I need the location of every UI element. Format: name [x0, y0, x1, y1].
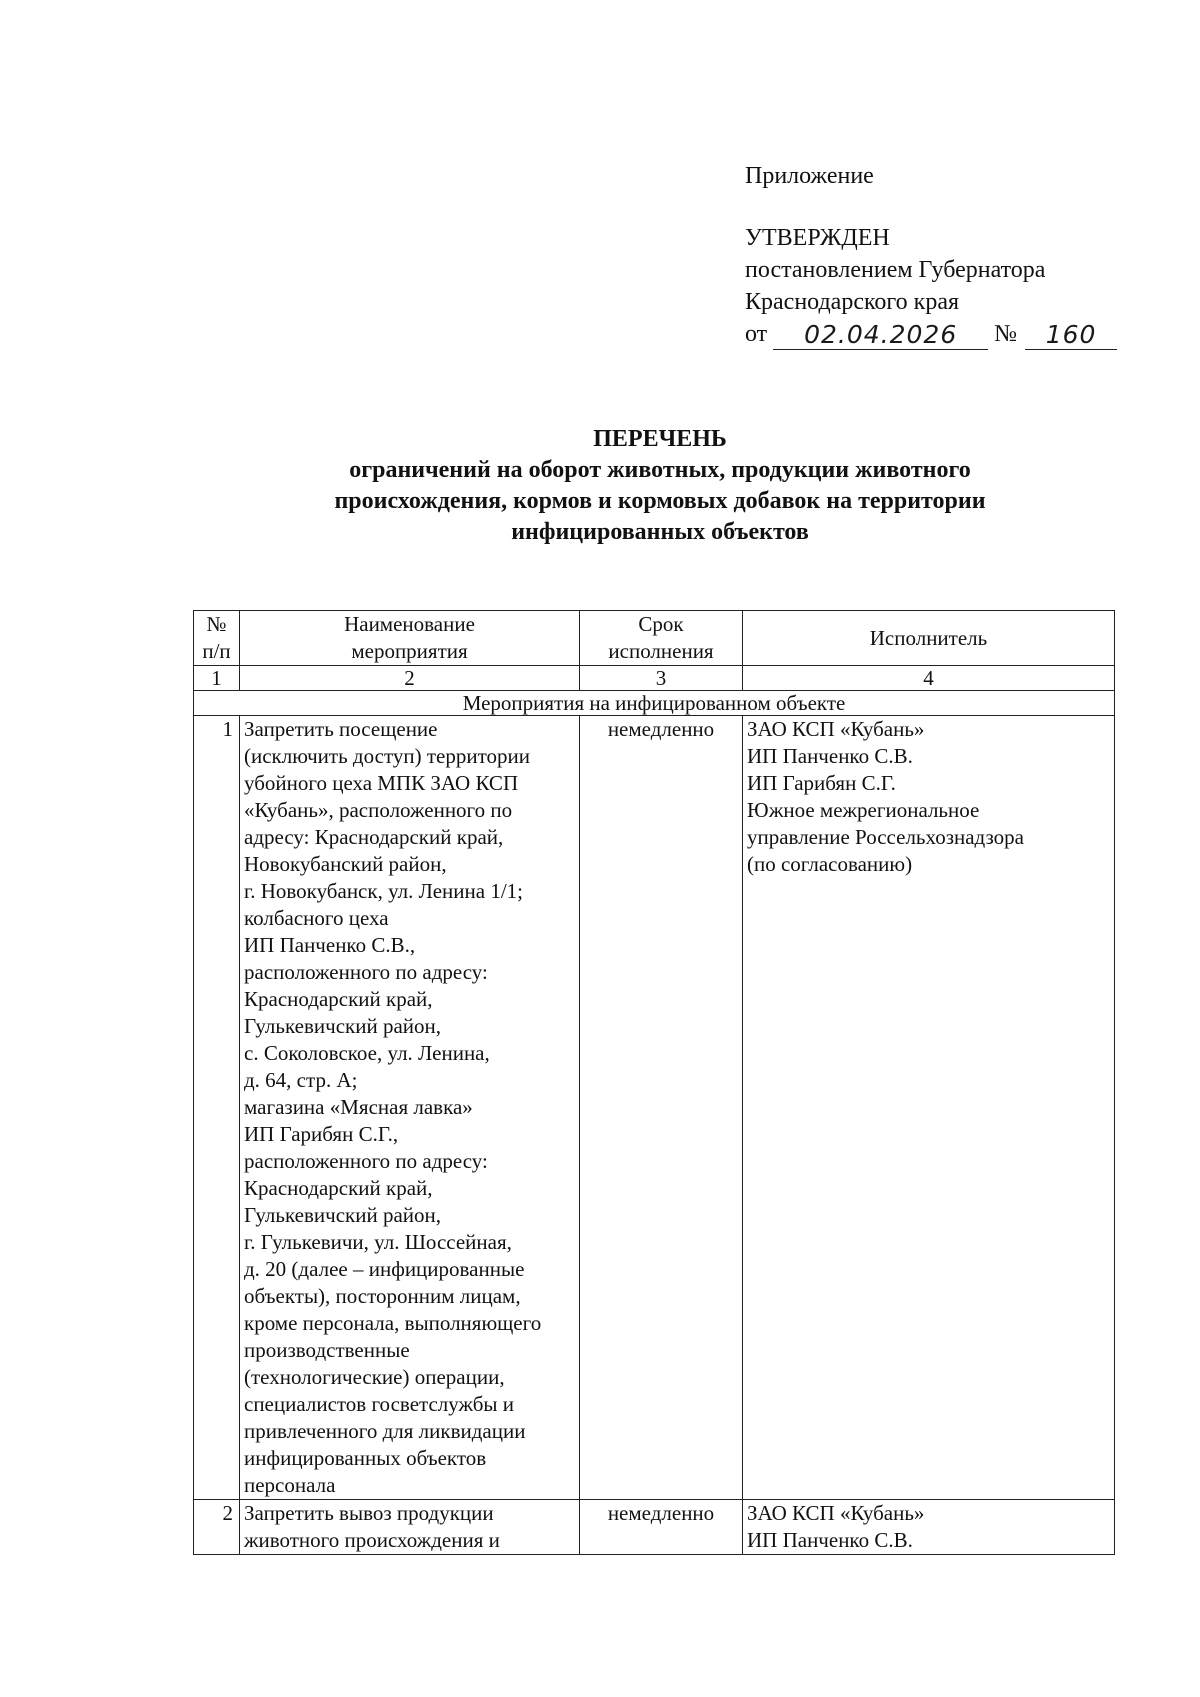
- cell-text-line: расположенного по адресу:: [244, 960, 488, 984]
- date-prefix: от: [745, 321, 768, 347]
- cell-text-line: «Кубань», расположенного по: [244, 798, 513, 822]
- cell-text-line: ИП Панченко С.В.: [747, 1528, 913, 1552]
- row-executor: [743, 1500, 1115, 1555]
- header-executor: Исполнитель: [743, 611, 1115, 666]
- cell-text-line: Краснодарский край,: [244, 987, 433, 1011]
- table-row: [194, 716, 1115, 1500]
- cell-text-line: Южное межрегиональное: [747, 798, 980, 822]
- column-number: 2: [240, 666, 580, 691]
- cell-text-line: адресу: Краснодарский край,: [244, 825, 504, 849]
- approved-by-line-2: Краснодарского края: [745, 289, 960, 315]
- cell-text-line: д. 64, стр. А;: [244, 1068, 358, 1092]
- cell-text-line: ИП Панченко С.В.: [747, 744, 913, 768]
- column-number: 1: [194, 666, 240, 691]
- cell-text-line: привлеченного для ликвидации: [244, 1419, 526, 1443]
- cell-text-line: Гулькевичский район,: [244, 1203, 441, 1227]
- cell-text-line: ЗАО КСП «Кубань»: [747, 1501, 925, 1525]
- cell-text-line: (исключить доступ) территории: [244, 744, 530, 768]
- cell-text-line: Запретить посещение: [244, 717, 438, 741]
- row-measure: [240, 1500, 580, 1555]
- cell-text-line: объекты), посторонним лицам,: [244, 1284, 521, 1308]
- cell-text-line: управление Россельхознадзора: [747, 825, 1024, 849]
- table-row: [194, 1500, 1115, 1555]
- row-index: 1: [194, 716, 240, 1500]
- cell-text-line: магазина «Мясная лавка»: [244, 1095, 473, 1119]
- restrictions-table: [193, 610, 1115, 1555]
- header-number: № п/п: [194, 611, 240, 666]
- header-name: Наименование мероприятия: [240, 611, 580, 666]
- approved-label: УТВЕРЖДЕН: [745, 225, 890, 251]
- header-term: Срок исполнения: [580, 611, 743, 666]
- cell-text-line: инфицированных объектов: [244, 1446, 487, 1470]
- cell-text-line: специалистов госветслужбы и: [244, 1392, 514, 1416]
- cell-text-line: колбасного цеха: [244, 906, 389, 930]
- cell-text-line: Краснодарский край,: [244, 1176, 433, 1200]
- cell-text-line: с. Соколовское, ул. Ленина,: [244, 1041, 490, 1065]
- decree-date-number: [745, 318, 1117, 350]
- cell-text-line: д. 20 (далее – инфицированные: [244, 1257, 525, 1281]
- cell-text-line: убойного цеха МПК ЗАО КСП: [244, 771, 519, 795]
- title-line-1: ограничений на оборот животных, продукции животного: [349, 457, 971, 483]
- cell-text-line: г. Новокубанск, ул. Ленина 1/1;: [244, 879, 524, 903]
- section-heading: Мероприятия на инфицированном объекте: [194, 691, 1115, 716]
- cell-text-line: ИП Гарибян С.Г.,: [244, 1122, 399, 1146]
- approved-by-line-1: постановлением Губернатора: [745, 257, 1046, 283]
- cell-text-line: расположенного по адресу:: [244, 1149, 488, 1173]
- number-sign: №: [994, 321, 1018, 347]
- row-term: немедленно: [580, 1500, 743, 1555]
- table-header-row: [194, 611, 1115, 666]
- cell-text-line: (по согласованию): [747, 852, 913, 876]
- column-number: 3: [580, 666, 743, 691]
- section-row: [194, 691, 1115, 716]
- title-line-2: происхождения, кормов и кормовых добавок на территории: [334, 488, 986, 514]
- cell-text-line: производственные: [244, 1338, 410, 1362]
- row-index: 2: [194, 1500, 240, 1555]
- row-term: немедленно: [580, 716, 743, 1500]
- approval-block: [745, 160, 1117, 350]
- row-executor: [743, 716, 1115, 1500]
- cell-text-line: Новокубанский район,: [244, 852, 447, 876]
- cell-text-line: Гулькевичский район,: [244, 1014, 441, 1038]
- handwritten-date: 02.04.2026: [773, 321, 988, 350]
- cell-text-line: животного происхождения и: [244, 1528, 500, 1552]
- row-measure: [240, 716, 580, 1500]
- cell-text-line: ИП Панченко С.В.,: [244, 933, 416, 957]
- cell-text-line: персонала: [244, 1473, 336, 1497]
- handwritten-number: 160: [1025, 321, 1117, 350]
- cell-text-line: ИП Гарибян С.Г.: [747, 771, 896, 795]
- cell-text-line: Запретить вывоз продукции: [244, 1501, 494, 1525]
- column-number-row: [194, 666, 1115, 691]
- column-number: 4: [743, 666, 1115, 691]
- cell-text-line: ЗАО КСП «Кубань»: [747, 717, 925, 741]
- cell-text-line: (технологические) операции,: [244, 1365, 505, 1389]
- title-line-3: инфицированных объектов: [511, 519, 809, 545]
- cell-text-line: г. Гулькевичи, ул. Шоссейная,: [244, 1230, 512, 1254]
- appendix-label: Приложение: [745, 163, 874, 189]
- title-main: ПЕРЕЧЕНЬ: [593, 426, 727, 452]
- document-title: [260, 424, 1060, 548]
- cell-text-line: кроме персонала, выполняющего: [244, 1311, 542, 1335]
